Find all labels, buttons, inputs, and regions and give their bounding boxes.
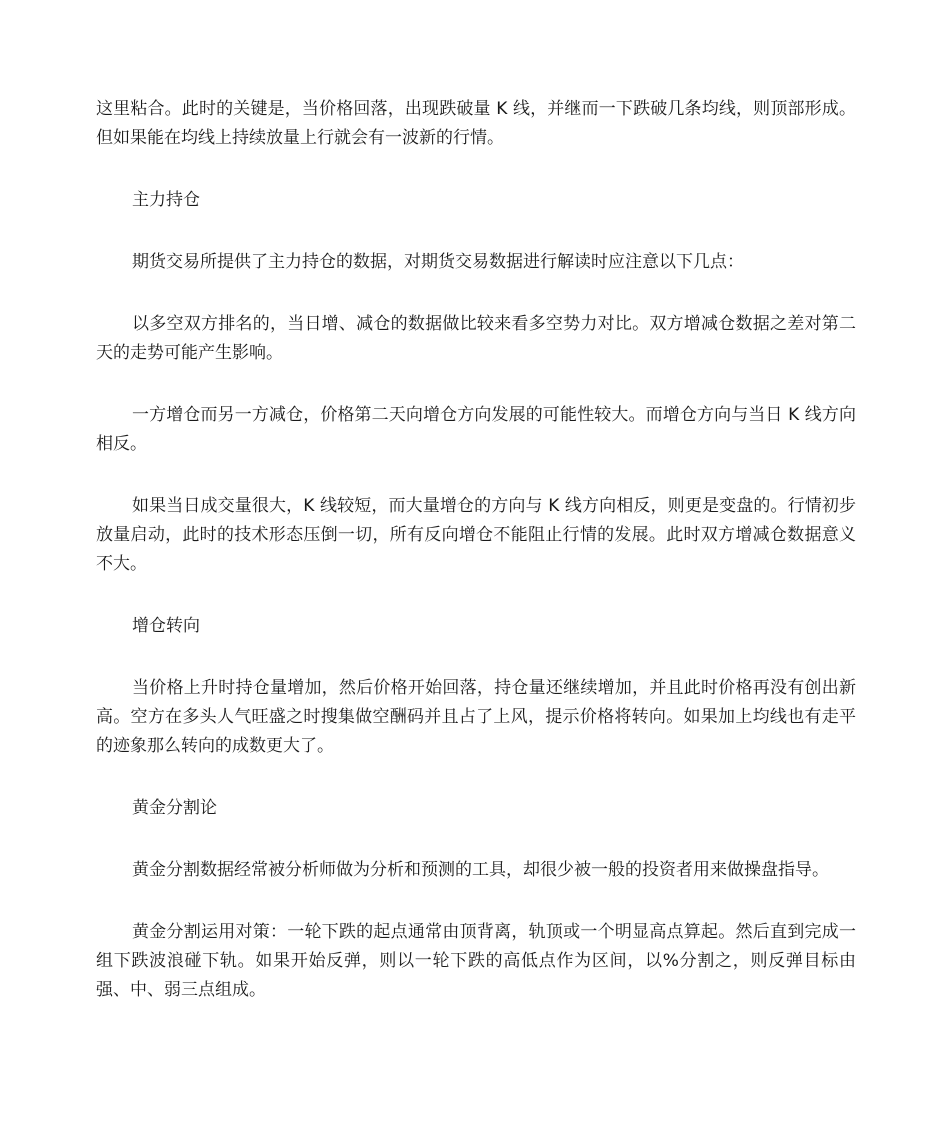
paragraph-one-side-increase: 一方增仓而另一方减仓，价格第二天向增仓方向发展的可能性较大。而增仓方向与当日 K 线方向相反。 — [96, 405, 856, 454]
paragraph-large-volume: 如果当日成交量很大，K 线较短，而大量增仓的方向与 K 线方向相反，则更是变盘的。行情初步放量启动，此时的技术形态压倒一切，所有反向增仓不能阻止行情的发展。此时双方增减仓数据意义不大。 — [96, 496, 856, 574]
section-heading-main-positions: 主力持仓 — [132, 190, 200, 210]
paragraph-continuation: 这里粘合。此时的关键是，当价格回落，出现跌破量 K 线，并继而一下跌破几条均线，则顶部形成。但如果能在均线上持续放量上行就会有一波新的行情。 — [96, 99, 856, 148]
paragraph-exchange-data: 期货交易所提供了主力持仓的数据，对期货交易数据进行解读时应注意以下几点： — [132, 252, 744, 272]
section-heading-golden-section: 黄金分割论 — [132, 798, 217, 818]
paragraph-golden-data: 黄金分割数据经常被分析师做为分析和预测的工具，却很少被一般的投资者用来做操盘指导。 — [132, 860, 829, 880]
paragraph-price-rising: 当价格上升时持仓量增加，然后价格开始回落，持仓量还继续增加，并且此时价格再没有创出新高。空方在多头人气旺盛之时搜集做空酬码并且占了上风，提示价格将转向。如果加上均线也有走平的迹象那么转向的成数更大了。 — [96, 678, 856, 756]
paragraph-long-short-ranking: 以多空双方排名的，当日增、减仓的数据做比较来看多空势力对比。双方增减仓数据之差对第二天的走势可能产生影响。 — [96, 314, 856, 363]
document-body — [96, 95, 856, 1005]
section-heading-position-turn: 增仓转向 — [132, 616, 200, 636]
paragraph-golden-strategy: 黄金分割运用对策：一轮下跌的起点通常由顶背离，轨顶或一个明显高点算起。然后直到完成一组下跌波浪碰下轨。如果开始反弹，则以一轮下跌的高低点作为区间，以%分割之，则反弹目标由强、中、弱三点组成。 — [96, 922, 856, 1000]
